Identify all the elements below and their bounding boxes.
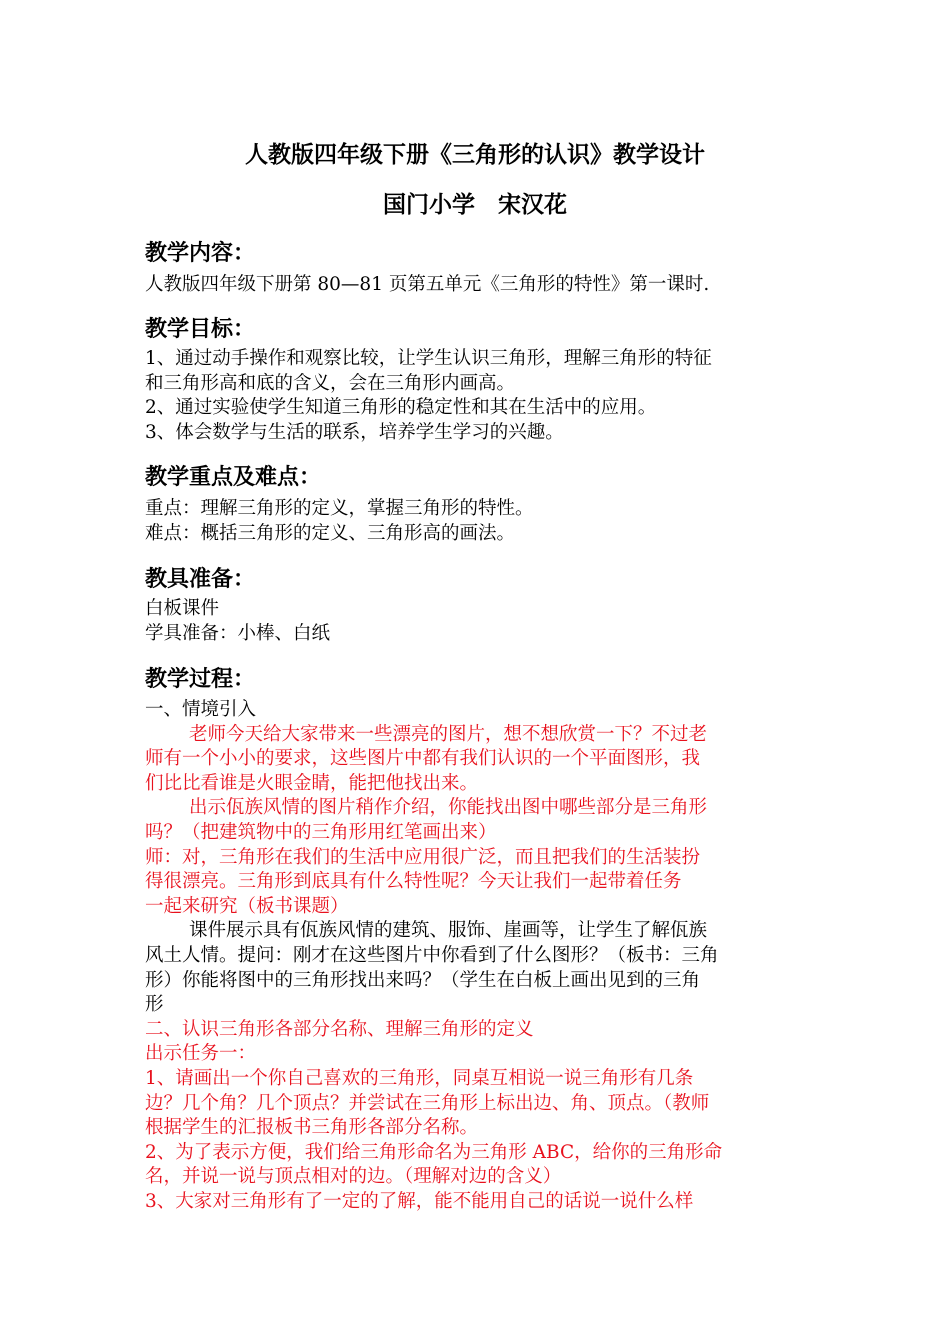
section-heading-goals: 教学目标： (145, 316, 256, 342)
process-line: 们比比看谁是火眼金睛，能把他找出来。 (145, 772, 479, 794)
section-heading-materials: 教具准备： (145, 566, 256, 592)
process-line: 形）你能将图中的三角形找出来吗？（学生在白板上画出见到的三角 (145, 969, 701, 991)
process-line: 边？几个角？几个顶点？并尝试在三角形上标出边、角、顶点。（教师 (145, 1092, 710, 1114)
process-line: 得很漂亮。三角形到底具有什么特性呢？今天让我们一起带着任务 (145, 871, 682, 893)
process-line: 老师今天给大家带来一些漂亮的图片，想不想欣赏一下？不过老 (189, 723, 708, 745)
section-heading-key-points: 教学重点及难点： (145, 464, 322, 490)
process-line: 师：对，三角形在我们的生活中应用很广泛，而且把我们的生活装扮 (145, 846, 701, 868)
process-subheading: 二、认识三角形各部分名称、理解三角形的定义 (145, 1018, 534, 1040)
section-heading-process: 教学过程： (145, 666, 256, 692)
goals-list (145, 347, 810, 445)
process-line: 风土人情。提问：刚才在这些图片中你看到了什么图形？（板书：三角 (145, 944, 719, 966)
process-line: 吗？（把建筑物中的三角形用红笔画出来） (145, 821, 497, 843)
process-subheading: 一、情境引入 (145, 699, 257, 720)
key-points-list (145, 497, 810, 546)
process-line: 根据学生的汇报板书三角形各部分名称。 (145, 1117, 479, 1139)
content-text: 人教版四年级下册第 80—81 页第五单元《三角形的特性》第一课时. (145, 274, 710, 295)
process-line: 名，并说一说与顶点相对的边。（理解对边的含义） (145, 1166, 562, 1188)
difficulty-line: 难点：概括三角形的定义、三角形高的画法。 (145, 522, 516, 544)
process-line: 形 (145, 994, 164, 1016)
goal-line: 2、通过实验使学生知道三角形的稳定性和其在生活中的应用。 (145, 397, 657, 419)
author-line: 国门小学 宋汉花 (383, 191, 567, 218)
materials-line: 学具准备：小棒、白纸 (145, 622, 331, 644)
goal-line: 3、体会数学与生活的联系，培养学生学习的兴趣。 (145, 421, 564, 443)
process-line: 课件展示具有佤族风情的建筑、服饰、崖画等，让学生了解佤族 (189, 920, 708, 942)
materials-list (145, 597, 810, 646)
process-line: 1、请画出一个你自己喜欢的三角形，同桌互相说一说三角形有几条 (145, 1067, 694, 1089)
process-line: 出示任务一： (145, 1043, 257, 1065)
process-line: 一起来研究（板书课题） (145, 895, 349, 917)
document-title: 人教版四年级下册《三角形的认识》教学设计 (245, 141, 705, 168)
process-line: 2、为了表示方便，我们给三角形命名为三角形 ABC，给你的三角形命 (145, 1141, 723, 1163)
key-point-line: 重点：理解三角形的定义，掌握三角形的特性。 (145, 498, 534, 519)
process-line: 3、大家对三角形有了一定的了解，能不能用自己的话说一说什么样 (145, 1190, 694, 1212)
goal-line: 和三角形高和底的含义，会在三角形内画高。 (145, 372, 516, 394)
materials-line: 白板课件 (145, 598, 220, 619)
goal-line: 1、通过动手操作和观察比较，让学生认识三角形，理解三角形的特征 (145, 348, 712, 369)
process-line: 出示佤族风情的图片稍作介绍，你能找出图中哪些部分是三角形 (189, 797, 708, 819)
section-heading-content: 教学内容： (145, 240, 256, 266)
process-line: 师有一个小小的要求，这些图片中都有我们认识的一个平面图形，我 (145, 748, 701, 770)
process-body (145, 698, 810, 1214)
